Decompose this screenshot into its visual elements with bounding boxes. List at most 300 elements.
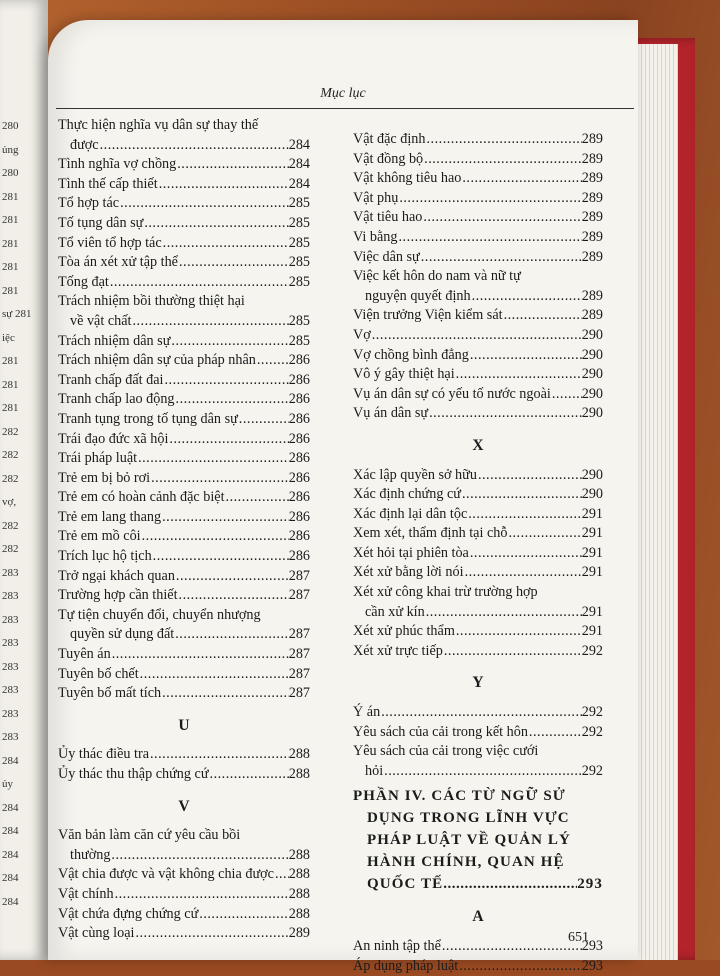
toc-entry-text: Xét hỏi tại phiên tòa: [353, 544, 469, 561]
part-heading-line: HÀNH CHÍNH, QUAN HỆ: [367, 854, 565, 871]
page-ref: 286: [288, 508, 310, 525]
page-ref: 288: [288, 846, 310, 863]
toc-entry: [58, 234, 310, 254]
toc-entry: [353, 563, 603, 583]
page-ref: 289: [581, 170, 603, 187]
toc-entry: [353, 306, 603, 326]
dot-leader: [371, 326, 582, 346]
dot-leader: [426, 130, 582, 150]
toc-entry-line: [353, 404, 603, 424]
toc-entry-text: Vật không tiêu hao: [353, 170, 462, 187]
toc-entry-line: [353, 189, 603, 209]
toc-entry-text: Trái pháp luật: [58, 450, 138, 467]
page-ref: 287: [288, 665, 310, 682]
page-ref: 291: [581, 623, 603, 640]
toc-entry: [353, 505, 603, 525]
page-ref: 286: [288, 489, 310, 506]
toc-entry-text: Trẻ em bị bỏ rơi: [58, 469, 151, 486]
dot-leader: [178, 586, 289, 606]
toc-entry-first-line: Thực hiện nghĩa vụ dân sự thay thế: [58, 117, 259, 133]
toc-entry-text: Ủy thác điều tra: [58, 746, 149, 763]
toc-entry-text: về vật chất: [70, 312, 132, 329]
toc-entry: [353, 326, 603, 346]
toc-entry: [58, 885, 310, 905]
dot-leader: [528, 723, 582, 743]
toc-entry: [58, 273, 310, 293]
page-ref: 289: [581, 307, 603, 324]
page-ref: 293: [581, 957, 603, 974]
dot-leader: [423, 150, 582, 170]
toc-entry-line: [58, 214, 310, 234]
toc-entry: [58, 905, 310, 925]
toc-entry-text: Trích lục hộ tịch: [58, 548, 152, 565]
toc-entry: [353, 742, 603, 781]
dot-leader: [443, 642, 582, 662]
toc-entry: [353, 150, 603, 170]
toc-entry-line: [58, 430, 310, 450]
toc-entry-text: Vật chứa đựng chứng cứ: [58, 905, 199, 922]
dot-leader: [170, 332, 288, 352]
toc-entry-line: [58, 508, 310, 528]
toc-entry-line: [353, 365, 603, 385]
toc-entry-text: Xét xử bằng lời nói: [353, 564, 464, 581]
toc-right-column: [353, 130, 603, 976]
dot-leader: [461, 169, 581, 189]
toc-entry-line: [353, 326, 603, 346]
page-ref: 288: [288, 746, 310, 763]
dot-leader: [174, 625, 288, 645]
toc-entry-text: An ninh tập thể: [353, 938, 441, 954]
dot-leader: [398, 189, 581, 209]
toc-entry-line: [58, 924, 310, 944]
page-ref: 292: [581, 704, 603, 721]
left-page-fragment: 283: [2, 566, 19, 579]
part-heading-line: PHÁP LUẬT VỀ QUẢN LÝ: [367, 832, 571, 849]
left-page-fragment: ủng: [2, 143, 19, 156]
page-ref: 291: [581, 564, 603, 581]
toc-entry-first-line: Văn bản làm căn cứ yêu cầu bồi: [58, 827, 241, 844]
page-number: 651: [568, 930, 589, 945]
left-page-fragment: 284: [2, 801, 19, 814]
toc-entry-text: Vật đặc định: [353, 131, 426, 147]
dot-leader: [161, 684, 289, 704]
toc-entry: [58, 194, 310, 214]
dot-leader: [477, 466, 582, 486]
toc-entry: [58, 586, 310, 606]
dot-leader: [161, 508, 289, 528]
page-ref: 292: [581, 762, 603, 779]
toc-entry-text: Vợ chồng bình đẳng: [353, 346, 469, 363]
page-ref: 286: [288, 391, 310, 408]
toc-entry-text: Tình nghĩa vợ chồng: [58, 156, 177, 173]
left-page-fragment: 283: [2, 613, 19, 626]
page-ref: 291: [581, 525, 603, 542]
dot-leader: [467, 505, 581, 525]
dot-leader: [425, 603, 582, 623]
toc-entry-line: [353, 524, 603, 544]
toc-entry-line: [58, 765, 310, 785]
page-ref: 286: [288, 548, 310, 565]
dot-leader: [158, 175, 289, 195]
toc-entry-text: Tống đạt: [58, 273, 109, 290]
dot-leader: [162, 234, 289, 254]
page-ref: 293: [581, 938, 603, 954]
page-ref: 288: [288, 866, 310, 883]
toc-entry: [58, 508, 310, 528]
toc-entry-text: Trẻ em có hoàn cảnh đặc biệt: [58, 489, 225, 506]
toc-entry: [353, 485, 603, 505]
toc-entry: [58, 371, 310, 391]
left-page-fragment: 281: [2, 237, 19, 250]
toc-entry: [58, 430, 310, 450]
left-page-fragment: 280: [2, 120, 19, 132]
page-ref: 287: [288, 567, 310, 584]
toc-entry: [58, 332, 310, 352]
dot-leader: [137, 449, 289, 469]
page-ref: 284: [288, 136, 310, 153]
section-letter: U: [178, 716, 190, 734]
toc-entry-text: Tổ hợp tác: [58, 195, 120, 212]
toc-entry: [58, 567, 310, 587]
page-ref: 290: [581, 326, 603, 343]
left-page-fragment: 283: [2, 707, 19, 720]
dot-leader: [178, 253, 289, 273]
toc-entry: [353, 228, 603, 248]
toc-entry: [58, 665, 310, 685]
toc-entry-line: [353, 346, 603, 366]
page-ref: 288: [288, 905, 310, 922]
toc-entry-text: quyền sử dụng đất: [70, 626, 175, 643]
toc-entry-line: [58, 273, 310, 293]
toc-entry-line: [58, 547, 310, 567]
toc-entry: [353, 703, 603, 723]
toc-entry-text: Tranh chấp lao động: [58, 391, 175, 408]
left-page-fragment: 284: [2, 848, 19, 861]
page-ref: 287: [288, 626, 310, 643]
toc-entry-line: [58, 390, 310, 410]
toc-entry-text: Tuyên bố chết: [58, 665, 139, 682]
page-ref: 286: [288, 450, 310, 467]
left-page-fragment: 281: [2, 261, 19, 273]
page-ref: 287: [288, 646, 310, 663]
toc-entry: [58, 527, 310, 547]
dot-leader: [141, 527, 289, 547]
page-ref: 291: [581, 544, 603, 561]
toc-entry-line: [58, 567, 310, 587]
toc-entry: [58, 606, 310, 645]
dot-leader: [443, 873, 577, 895]
toc-entry: [58, 292, 310, 331]
dot-leader: [176, 155, 288, 175]
dot-leader: [256, 351, 289, 371]
toc-entry-text: Tố tụng dân sự: [58, 214, 144, 231]
page-ref: 290: [581, 366, 603, 383]
dot-leader: [131, 312, 288, 332]
dot-leader: [139, 665, 289, 685]
dot-leader: [168, 430, 288, 450]
page-ref: 291: [581, 505, 603, 522]
page-ref: 284: [288, 156, 310, 173]
toc-entry-text: Xem xét, thẩm định tại chỗ: [353, 525, 508, 542]
page-ref: 289: [581, 131, 603, 147]
toc-entry: [58, 390, 310, 410]
dot-leader: [99, 136, 289, 156]
toc-entry: [353, 404, 603, 424]
dot-leader: [150, 469, 289, 489]
toc-entry-line: [58, 175, 310, 195]
dot-leader: [397, 228, 581, 248]
toc-entry-text: Tòa án xét xử tập thể: [58, 254, 178, 271]
toc-entry-line: [353, 505, 603, 525]
dot-leader: [111, 645, 289, 665]
dot-leader: [109, 273, 289, 293]
dot-leader: [422, 208, 581, 228]
left-page-fragment: 282: [2, 472, 19, 485]
toc-entry-line: [353, 603, 603, 623]
toc-entry-line: [58, 194, 310, 214]
toc-entry: [353, 524, 603, 544]
toc-entry: [353, 189, 603, 209]
page-ref: 293: [577, 876, 603, 893]
toc-entry-line: [353, 130, 603, 150]
toc-entry-line: [58, 665, 310, 685]
dot-leader: [175, 567, 289, 587]
left-page-fragment: sự 281: [2, 308, 32, 320]
toc-entry-text: Vợ: [353, 326, 371, 343]
toc-entry: [353, 169, 603, 189]
page-ref: 285: [288, 312, 310, 329]
toc-entry-text: Vật cùng loại: [58, 925, 135, 942]
left-page-fragment: 283: [2, 637, 19, 649]
page-ref: 285: [288, 214, 310, 231]
toc-entry-line: [58, 410, 310, 430]
left-page-fragment: 284: [2, 754, 19, 767]
toc-entry-line: [58, 371, 310, 391]
section-letter: A: [472, 908, 484, 926]
dot-leader: [420, 248, 582, 268]
toc-entry-first-line: Tự tiện chuyển đổi, chuyển nhượng: [58, 606, 261, 623]
running-head: Mục lục: [320, 86, 366, 101]
toc-entry-line: [58, 312, 310, 332]
dot-leader: [507, 524, 581, 544]
toc-entry-text: Vô ý gây thiệt hại: [353, 366, 455, 383]
left-page-fragment: 281: [2, 214, 19, 226]
toc-entry-text: Vật đồng bộ: [353, 150, 424, 167]
toc-entry: [353, 583, 603, 622]
toc-entry-line: [353, 385, 603, 405]
toc-entry: [58, 745, 310, 765]
left-page-fragment: 281: [2, 190, 19, 203]
toc-entry: [353, 937, 603, 957]
toc-entry: [58, 765, 310, 785]
toc-entry-text: Tuyên bố mất tích: [58, 685, 162, 702]
toc-entry-line: [58, 253, 310, 273]
left-page-fragment: 282: [2, 519, 19, 532]
toc-entry: [58, 351, 310, 371]
left-page-fragment: 284: [2, 895, 19, 908]
toc-entry-line: [58, 469, 310, 489]
dot-leader: [119, 194, 289, 214]
toc-entry-text: hỏi: [365, 762, 384, 779]
dot-leader: [152, 547, 289, 567]
left-page-fragment: 283: [2, 684, 19, 696]
left-page-fragment: 280: [2, 167, 19, 179]
toc-entry-text: Ý án: [353, 704, 381, 721]
toc-entry: [58, 684, 310, 704]
toc-entry-line: [353, 485, 603, 505]
page-ref: 286: [288, 430, 310, 447]
toc-entry: [58, 924, 310, 944]
page-ref: 289: [581, 189, 603, 206]
toc-entry-line: [58, 885, 310, 905]
part-heading-text: QUỐC TẾ: [367, 876, 444, 893]
page-ref: 290: [581, 466, 603, 483]
dot-leader: [209, 765, 289, 785]
left-page-fragment: 283: [2, 660, 19, 673]
toc-entry-text: Trái đạo đức xã hội: [58, 430, 169, 447]
page-ref: 290: [581, 486, 603, 503]
page-ref: 290: [581, 346, 603, 363]
page-ref: 284: [288, 175, 310, 192]
page-ref: 290: [581, 405, 603, 422]
toc-entry-first-line: Việc kết hôn do nam và nữ tự: [353, 268, 521, 285]
toc-entry: [58, 547, 310, 567]
left-page-fragment: 283: [2, 590, 19, 602]
toc-entry-text: Tổ viên tổ hợp tác: [58, 234, 162, 251]
page-ref: 291: [581, 603, 603, 620]
book-page: [48, 20, 638, 974]
header-rule: [56, 108, 634, 109]
toc-entry-text: Vật phụ: [353, 189, 399, 206]
toc-entry-text: Ủy thác thu thập chứng cứ: [58, 766, 209, 782]
toc-entry-text: Trẻ em lang thang: [58, 508, 162, 525]
toc-entry-text: Xét xử phúc thẩm: [353, 623, 455, 640]
toc-entry-text: Vật chính: [58, 885, 114, 902]
page-ref: 289: [581, 287, 603, 304]
part-heading-line: DỤNG TRONG LĨNH VỰC: [367, 810, 570, 827]
toc-entry-text: Trường hợp cần thiết: [58, 587, 178, 604]
dot-leader: [225, 488, 289, 508]
toc-entry-line: [58, 155, 310, 175]
toc-entry-line: [353, 937, 603, 957]
toc-entry-line: [58, 846, 310, 866]
page-ref: 290: [581, 385, 603, 402]
page-ref: 285: [288, 195, 310, 212]
toc-entry-line: [353, 208, 603, 228]
part-heading-line: PHẦN IV. CÁC TỪ NGỮ SỬ: [353, 788, 566, 805]
dot-leader: [380, 703, 582, 723]
dot-leader: [441, 937, 582, 957]
toc-entry-line: [58, 449, 310, 469]
left-page-fragment: 284: [2, 872, 19, 884]
part-heading: [353, 785, 603, 895]
left-page-fragment: 281: [2, 378, 19, 391]
toc-entry-text: Vi bằng: [353, 228, 398, 245]
toc-entry: [58, 865, 310, 885]
dot-leader: [163, 371, 288, 391]
toc-entry-text: Tuyên án: [58, 646, 111, 663]
page-ref: 289: [581, 209, 603, 226]
toc-entry-line: [58, 136, 310, 156]
toc-entry-line: [353, 622, 603, 642]
toc-entry: [353, 622, 603, 642]
toc-entry-line: [353, 762, 603, 782]
toc-entry-text: nguyện quyết định: [365, 287, 471, 304]
toc-entry: [353, 544, 603, 564]
toc-entry-line: [58, 234, 310, 254]
toc-entry-text: được: [70, 136, 99, 153]
toc-entry: [353, 267, 603, 306]
toc-entry-line: [353, 228, 603, 248]
dot-leader: [134, 924, 288, 944]
toc-entry-text: Vụ án dân sự có yếu tố nước ngoài: [353, 385, 551, 402]
toc-entry-line: [353, 150, 603, 170]
toc-entry-line: [58, 684, 310, 704]
toc-entry: [58, 449, 310, 469]
toc-entry-line: [58, 865, 310, 885]
dot-leader: [461, 485, 582, 505]
dot-leader: [503, 306, 582, 326]
toc-entry: [58, 116, 310, 155]
dot-leader: [455, 622, 582, 642]
dot-leader: [455, 365, 582, 385]
toc-entry: [353, 723, 603, 743]
toc-entry: [58, 155, 310, 175]
toc-entry-line: [58, 625, 310, 645]
toc-entry: [353, 642, 603, 662]
toc-entry-line: [353, 248, 603, 268]
dot-leader: [238, 410, 289, 430]
toc-entry-text: Vật chia được và vật không chia được: [58, 866, 274, 883]
toc-entry-text: Trách nhiệm dân sự của pháp nhân: [58, 352, 256, 369]
toc-entry-text: Trách nhiệm dân sự: [58, 332, 171, 349]
dot-leader: [471, 287, 582, 307]
page-ref: 286: [288, 352, 310, 369]
dot-leader: [110, 846, 288, 866]
toc-entry-text: Xét xử trực tiếp: [353, 642, 443, 659]
page-ref: 286: [288, 371, 310, 388]
section-letter: X: [472, 436, 484, 454]
toc-entry-text: Xác định chứng cứ: [353, 486, 461, 503]
toc-entry-text: Viện trưởng Viện kiểm sát: [353, 307, 503, 324]
toc-entry-line: [353, 563, 603, 583]
dot-leader: [469, 346, 582, 366]
left-page-fragment: 282: [2, 543, 19, 555]
part-heading-last-line: [353, 873, 603, 895]
left-page-fragment: ủy: [2, 778, 13, 790]
page-ref: 285: [288, 273, 310, 290]
left-page-fragment: 281: [2, 355, 19, 367]
page-ref: 288: [288, 885, 310, 902]
toc-entry-first-line: Trách nhiệm bồi thường thiệt hại: [58, 293, 245, 310]
toc-entry-line: [58, 905, 310, 925]
page-ref: 289: [581, 228, 603, 245]
toc-entry-line: [353, 723, 603, 743]
toc-entry: [353, 248, 603, 268]
page-ref: 287: [288, 587, 310, 604]
dot-leader: [383, 762, 582, 782]
left-page-fragment: 284: [2, 825, 19, 837]
left-page-fragment: vợ,: [2, 496, 17, 508]
dot-leader: [175, 390, 289, 410]
toc-entry-text: Việc dân sự: [353, 248, 420, 265]
toc-entry: [353, 466, 603, 486]
toc-entry: [58, 175, 310, 195]
toc-entry-text: Tranh tụng trong tố tụng dân sự: [58, 410, 238, 427]
page-ref: 289: [288, 925, 310, 942]
toc-entry-text: thường: [70, 846, 111, 863]
toc-entry-text: Tình thế cấp thiết: [58, 175, 158, 192]
